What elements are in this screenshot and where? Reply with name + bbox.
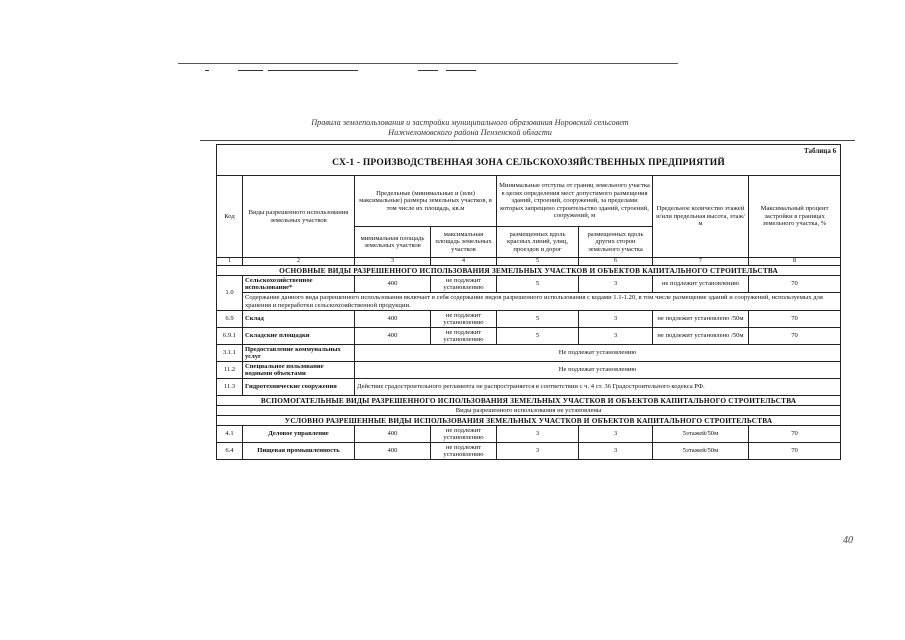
row-floors: не подлежит установлено /50м bbox=[653, 311, 749, 328]
row-min-area: 400 bbox=[355, 311, 431, 328]
col-number: 8 bbox=[749, 258, 841, 266]
row-min-area: 400 bbox=[355, 443, 431, 460]
row-name: Сельскохозяйственное использование* bbox=[243, 276, 355, 293]
header-setback-other: размещенных вдоль других сторон земельного участка bbox=[579, 227, 653, 258]
row-value: Действие градостроительного регламента не распространяется в соответствии с ч. 4 ст. 36 Градостроительного кодекса РФ. bbox=[355, 379, 841, 396]
scan-mark bbox=[446, 70, 476, 71]
row-coverage: 70 bbox=[749, 443, 841, 460]
row-name: Склад bbox=[243, 311, 355, 328]
row-code: 6.9 bbox=[217, 311, 243, 328]
col-number: 3 bbox=[355, 258, 431, 266]
row-code: 11.2 bbox=[217, 362, 243, 379]
col-number: 1 bbox=[217, 258, 243, 266]
row-setback-streets: 5 bbox=[497, 311, 579, 328]
row-min-area: 400 bbox=[355, 328, 431, 345]
section-main-heading: ОСНОВНЫЕ ВИДЫ РАЗРЕШЕННОГО ИСПОЛЬЗОВАНИЯ ЗЕМЕЛЬНЫХ УЧАСТКОВ И ОБЪЕКТОВ КАПИТАЛЬНОГО СТРОИТЕЛЬСТВА bbox=[217, 266, 841, 276]
row-value: Не подлежат установлению bbox=[355, 362, 841, 379]
col-number: 6 bbox=[579, 258, 653, 266]
row-code: 11.3 bbox=[217, 379, 243, 396]
col-number: 5 bbox=[497, 258, 579, 266]
col-number: 2 bbox=[243, 258, 355, 266]
row-max-area: не подлежит установлению bbox=[431, 276, 497, 293]
scan-mark bbox=[238, 70, 263, 71]
row-name: Предоставление коммунальных услуг bbox=[243, 345, 355, 362]
header-line-2: Нижнеломовского района Пензенской области bbox=[388, 128, 552, 137]
row-setback-streets: 5 bbox=[497, 276, 579, 293]
header-min-area: минимальная площадь земельных участков bbox=[355, 227, 431, 258]
table-title: СХ-1 - ПРОИЗВОДСТВЕННАЯ ЗОНА СЕЛЬСКОХОЗЯЙСТВЕННЫХ ПРЕДПРИЯТИЙ bbox=[332, 158, 725, 169]
row-floors: 5этажей/50м bbox=[653, 426, 749, 443]
header-types: Виды разрешенного использования земельных участков bbox=[243, 176, 355, 258]
row-coverage: 70 bbox=[749, 276, 841, 293]
header-floors: Предельное количество этажей и/или предельная высота, этаж/м bbox=[653, 176, 749, 258]
row-note: Содержание данного вида разрешенного использования включает в себя содержание видов разрешенного использования с кодами 1.1-1.20, в том числе размещение зданий и сооружений, используемых для хранения и переработки сельскохозяйственной продукции. bbox=[243, 293, 841, 311]
row-setback-other: 3 bbox=[579, 276, 653, 293]
scan-mark bbox=[268, 70, 358, 71]
row-code: 6.4 bbox=[217, 443, 243, 460]
scan-mark bbox=[205, 70, 209, 71]
aux-note: Виды разрешенного использования не установлены bbox=[217, 406, 841, 416]
header-code: Код bbox=[217, 176, 243, 258]
row-setback-streets: 3 bbox=[497, 443, 579, 460]
row-value: Не подлежат установлению bbox=[355, 345, 841, 362]
row-name: Складские площадки bbox=[243, 328, 355, 345]
running-header bbox=[260, 118, 680, 138]
header-setbacks: Минимальные отступы от границ земельного участка в целях определения мест допустимого размещения зданий, строений, сооружений, за пределами которых запрещено строительство зданий, строений, сооружений, м bbox=[497, 176, 653, 227]
header-limits: Предельные (минимальные и (или) максимальные) размеры земельных участков, в том числе их площадь, кв.м bbox=[355, 176, 497, 227]
row-setback-other: 3 bbox=[579, 328, 653, 345]
header-line-1: Правила землепользования и застройки муниципального образования Норовский сельсовет bbox=[311, 118, 629, 127]
row-name: Деловое управление bbox=[243, 426, 355, 443]
row-setback-streets: 3 bbox=[497, 426, 579, 443]
row-code: 3.1.1 bbox=[217, 345, 243, 362]
row-max-area: не подлежит установлению bbox=[431, 328, 497, 345]
zone-regulations-table bbox=[216, 144, 841, 460]
row-max-area: не подлежит установлению bbox=[431, 443, 497, 460]
row-coverage: 70 bbox=[749, 328, 841, 345]
row-min-area: 400 bbox=[355, 426, 431, 443]
row-floors: не подлежит установлению bbox=[653, 276, 749, 293]
row-setback-other: 3 bbox=[579, 426, 653, 443]
table-title-row bbox=[217, 145, 841, 176]
section-aux-heading: ВСПОМОГАТЕЛЬНЫЕ ВИДЫ РАЗРЕШЕННОГО ИСПОЛЬЗОВАНИЯ ЗЕМЕЛЬНЫХ УЧАСТКОВ И ОБЪЕКТОВ КАПИТАЛЬНОГО СТРОИТЕЛЬСТВА bbox=[217, 396, 841, 406]
row-name: Пищевая промышленность bbox=[243, 443, 355, 460]
table-number: Таблица 6 bbox=[804, 147, 837, 155]
row-floors: 5этажей/50м bbox=[653, 443, 749, 460]
row-setback-streets: 5 bbox=[497, 328, 579, 345]
row-setback-other: 3 bbox=[579, 443, 653, 460]
row-floors: не подлежит установлено /50м bbox=[653, 328, 749, 345]
section-conditional-heading: УСЛОВНО РАЗРЕШЕННЫЕ ВИДЫ ИСПОЛЬЗОВАНИЯ ЗЕМЕЛЬНЫХ УЧАСТКОВ И ОБЪЕКТОВ КАПИТАЛЬНОГО СТРОИТЕЛЬСТВА bbox=[217, 416, 841, 426]
page-number: 40 bbox=[843, 535, 853, 546]
col-number: 7 bbox=[653, 258, 749, 266]
header-rule bbox=[200, 140, 855, 141]
row-max-area: не подлежит установлению bbox=[431, 426, 497, 443]
row-name: Гидротехнические сооружения bbox=[243, 379, 355, 396]
row-min-area: 400 bbox=[355, 276, 431, 293]
top-rule bbox=[178, 63, 678, 64]
scan-mark bbox=[418, 70, 438, 71]
header-max-area: максимальная площадь земельных участков bbox=[431, 227, 497, 258]
row-code: 6.9.1 bbox=[217, 328, 243, 345]
row-code: 1.0 bbox=[217, 276, 243, 311]
row-coverage: 70 bbox=[749, 426, 841, 443]
header-setback-streets: размещенных вдоль красных линий, улиц, проездов и дорог bbox=[497, 227, 579, 258]
row-coverage: 70 bbox=[749, 311, 841, 328]
row-max-area: не подлежит установлению bbox=[431, 311, 497, 328]
col-number: 4 bbox=[431, 258, 497, 266]
header-coverage: Максимальный процент застройки в границах земельного участка, % bbox=[749, 176, 841, 258]
row-code: 4.1 bbox=[217, 426, 243, 443]
row-setback-other: 3 bbox=[579, 311, 653, 328]
row-name: Специальное пользование водными объектами bbox=[243, 362, 355, 379]
